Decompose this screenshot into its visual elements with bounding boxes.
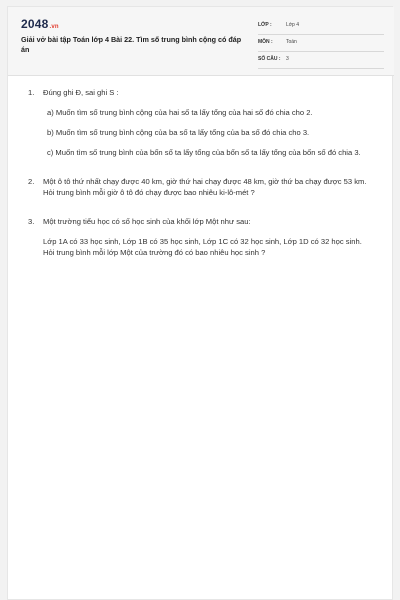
meta-label: MÔN : [258, 39, 273, 45]
meta-row-subject [258, 36, 384, 52]
meta-value: Toán [286, 39, 297, 45]
logo-number: 2048 [21, 17, 49, 31]
page-header [8, 7, 394, 76]
question-text: Một ô tô thứ nhất chạy được 40 km, giờ thứ hai chạy được 48 km, giờ thứ ba chạy được 53 km. Hỏi trung bình mỗi giờ ô tô đó chạy được bao nhiêu ki-lô-mét ? [43, 177, 367, 197]
question-3 [28, 216, 374, 258]
question-text: Đúng ghi Đ, sai ghi S : [43, 88, 119, 97]
question-number: 1. [28, 88, 35, 97]
document-page [7, 6, 393, 600]
document-title: Giải vở bài tập Toán lớp 4 Bài 22. Tìm số trung bình cộng có đáp án [21, 35, 242, 54]
question-1-statement-a: a) Muốn tìm số trung bình cộng của hai số ta lấy tổng của hai số đó chia cho 2. [47, 108, 313, 117]
question-3-detail: Lớp 1A có 33 học sinh, Lớp 1B có 35 học sinh, Lớp 1C có 32 học sinh, Lớp 1D có 32 học sinh. Hỏi trung bình mỗi lớp Một của trường đó có bao nhiêu học sinh ? [43, 237, 362, 257]
logo-suffix: .vn [49, 24, 59, 30]
question-number: 2. [28, 177, 35, 186]
question-text: Một trường tiểu học có số học sinh của khối lớp Một như sau: [43, 217, 251, 226]
meta-value: 3 [286, 56, 289, 62]
question-1-statement-c: c) Muốn tìm số trung bình của bốn số ta lấy tổng của bốn số ta lấy tổng của bốn số đó chia 3. [47, 148, 361, 157]
meta-label: SỐ CÂU : [258, 56, 281, 62]
question-1 [28, 87, 374, 158]
question-1-statement-b: b) Muốn tìm số trung bình cộng của ba số ta lấy tổng của ba số đó chia cho 3. [47, 128, 310, 137]
document-content [28, 87, 374, 276]
meta-label: LỚP : [258, 22, 272, 28]
document-meta [258, 19, 384, 70]
meta-row-class [258, 19, 384, 35]
question-2 [28, 176, 374, 198]
meta-value: Lớp 4 [286, 22, 300, 28]
question-number: 3. [28, 217, 35, 226]
meta-row-question-count [258, 53, 384, 69]
site-logo[interactable] [21, 17, 59, 31]
